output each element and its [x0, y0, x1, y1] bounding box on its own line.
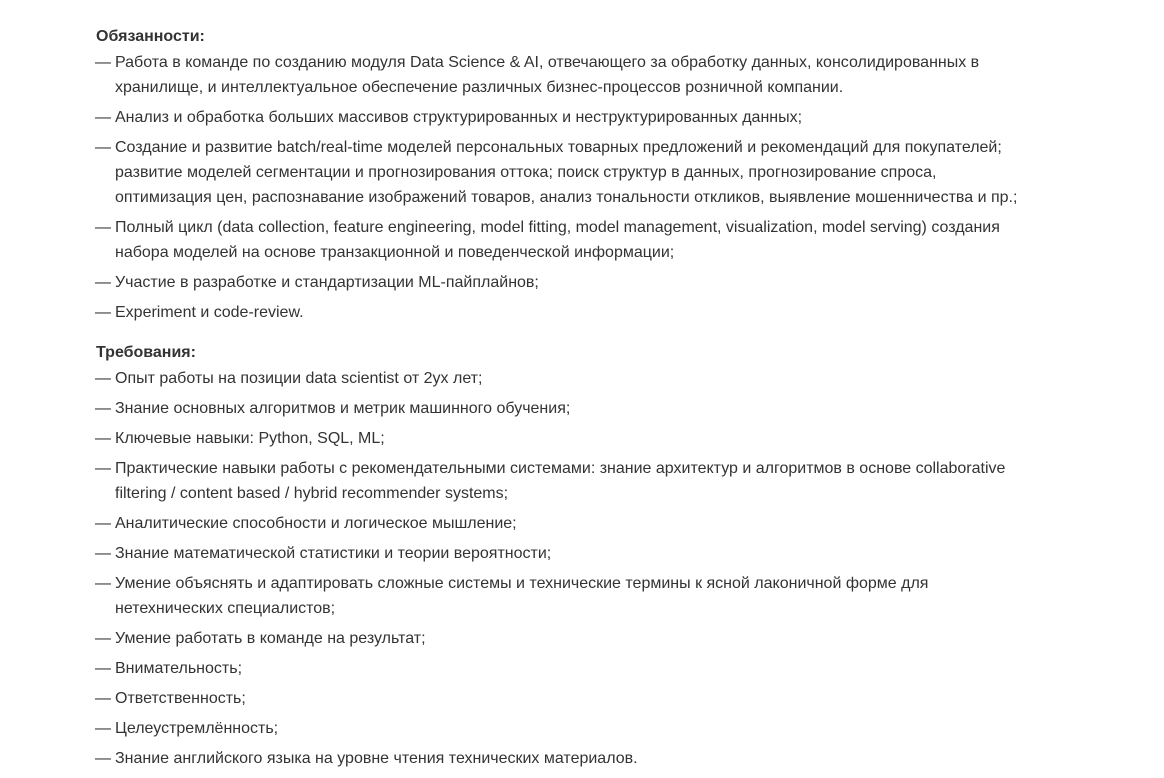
list-item-text: Создание и развитие batch/real-time моделей персональных товарных предложений и рекомендаций для покупателей; развитие моделей сегментации и прогнозирования оттока; поиск структур в данных, прогнозирование спроса, оптимизация цен, распознавание изображений товаров, анализ тональности откликов, выявление мошенничества и пр.;	[115, 139, 1018, 206]
dash-bullet: —	[95, 219, 111, 236]
dash-bullet: —	[95, 460, 111, 477]
list-item-text: Работа в команде по созданию модуля Data Science & AI, отвечающего за обработку данных, консолидированных в хранилище, и интеллектуальное обеспечение различных бизнес-процессов розничной компании.	[115, 54, 980, 96]
list-item-text: Аналитические способности и логическое мышление;	[115, 515, 517, 532]
dash-bullet: —	[95, 304, 111, 321]
list-item	[95, 270, 1035, 295]
list-item	[95, 626, 1035, 651]
list-item	[95, 716, 1035, 741]
dash-bullet: —	[95, 575, 111, 592]
dash-bullet: —	[95, 139, 111, 156]
list-item-text: Ключевые навыки: Python, SQL, ML;	[115, 430, 385, 447]
list-item-text: Знание математической статистики и теории вероятности;	[115, 545, 552, 562]
list-item-text: Внимательность;	[115, 660, 243, 677]
list-item	[95, 746, 1035, 771]
dash-bullet: —	[95, 720, 111, 737]
dash-bullet: —	[95, 690, 111, 707]
dash-bullet: —	[95, 109, 111, 126]
list-item	[95, 656, 1035, 681]
dash-bullet: —	[95, 545, 111, 562]
dash-bullet: —	[95, 515, 111, 532]
dash-bullet: —	[95, 400, 111, 417]
dash-bullet: —	[95, 370, 111, 387]
list-item	[95, 366, 1035, 391]
list-item	[95, 511, 1035, 536]
list-item-text: Анализ и обработка больших массивов структурированных и неструктурированных данных;	[115, 109, 803, 126]
dash-bullet: —	[95, 54, 111, 71]
list-item	[95, 105, 1035, 130]
list-item	[95, 300, 1035, 325]
list-item	[95, 571, 1035, 621]
list-item-text: Целеустремлённость;	[115, 720, 279, 737]
dash-bullet: —	[95, 750, 111, 767]
list-item-text: Полный цикл (data collection, feature engineering, model fitting, model management, visualization, model serving) создания набора моделей на основе транзакционной и поведенческой информации;	[115, 219, 1000, 261]
requirements-heading: Требования:	[96, 344, 196, 361]
list-item	[95, 396, 1035, 421]
list-item-text: Практические навыки работы с рекомендательными системами: знание архитектур и алгоритмов в основе collaborative filtering / content based / hybrid recommender systems;	[115, 460, 1006, 502]
duties-heading: Обязанности:	[96, 28, 205, 45]
requirements-list	[95, 366, 1035, 771]
dash-bullet: —	[95, 274, 111, 291]
dash-bullet: —	[95, 630, 111, 647]
duties-list	[95, 50, 1035, 325]
list-item-text: Опыт работы на позиции data scientist от 2ух лет;	[115, 370, 483, 387]
dash-bullet: —	[95, 660, 111, 677]
list-item	[95, 50, 1035, 100]
list-item	[95, 215, 1035, 265]
list-item-text: Знание основных алгоритмов и метрик машинного обучения;	[115, 400, 571, 417]
dash-bullet: —	[95, 430, 111, 447]
list-item	[95, 426, 1035, 451]
list-item-text: Умение объяснять и адаптировать сложные системы и технические термины к ясной лаконичной форме для нетехнических специалистов;	[115, 575, 929, 617]
list-item-text: Знание английского языка на уровне чтения технических материалов.	[115, 750, 638, 767]
vacancy-description	[95, 24, 1035, 776]
list-item	[95, 456, 1035, 506]
list-item	[95, 686, 1035, 711]
list-item-text: Experiment и code-review.	[115, 304, 304, 321]
list-item	[95, 135, 1035, 210]
list-item	[95, 541, 1035, 566]
list-item-text: Ответственность;	[115, 690, 246, 707]
list-item-text: Участие в разработке и стандартизации ML-пайплайнов;	[115, 274, 539, 291]
list-item-text: Умение работать в команде на результат;	[115, 630, 426, 647]
